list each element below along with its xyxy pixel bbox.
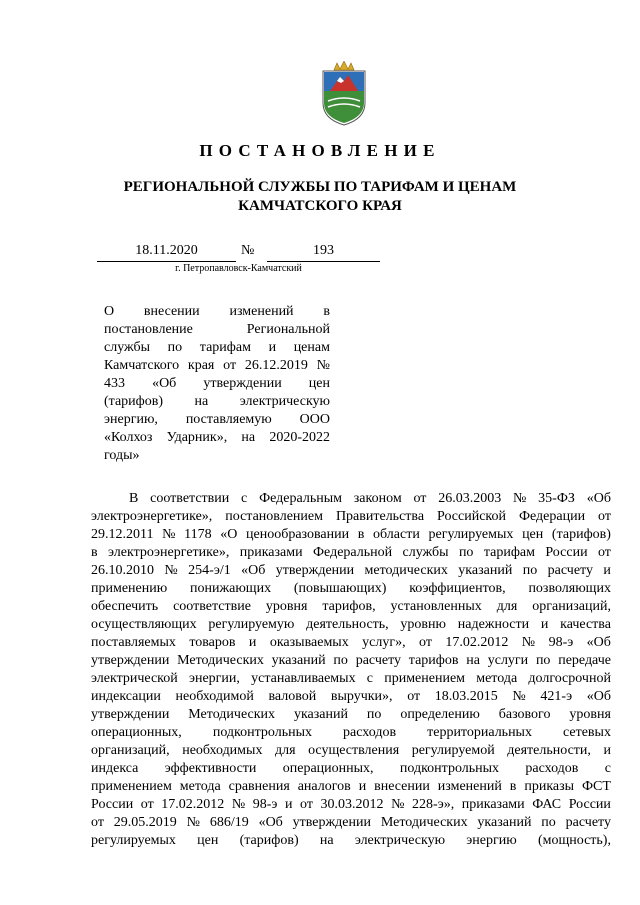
word: «Об (586, 689, 611, 704)
word: позволяющих (528, 581, 611, 596)
word: товаров (189, 635, 236, 650)
word: 26.12.2019 (244, 358, 308, 373)
word: эффективности (164, 761, 257, 776)
word: соответствии (150, 491, 230, 506)
word: индексации (91, 689, 161, 704)
word: передаче (558, 653, 611, 668)
word: по (366, 707, 382, 722)
word: «Колхоз (104, 430, 153, 445)
word: применением (384, 671, 466, 686)
word: метода (476, 671, 518, 686)
word: соответствие (173, 599, 251, 614)
subtitle-line: КАМЧАТСКОГО КРАЯ (238, 198, 402, 214)
body-line (91, 562, 611, 580)
word: № (521, 635, 536, 650)
word: уровня (569, 707, 611, 722)
word: в (323, 304, 330, 319)
word: качества (560, 617, 611, 632)
word: на (466, 653, 480, 668)
body-line (91, 652, 611, 670)
amendment-title-line (104, 447, 330, 465)
word: тарифам (199, 340, 251, 355)
kamchatka-coat-of-arms-icon (320, 61, 368, 127)
body-line (91, 778, 611, 796)
word: В (129, 491, 139, 506)
body-line (91, 706, 611, 724)
body-line (91, 508, 611, 526)
word: Ударник», (166, 430, 228, 445)
word: по (333, 653, 348, 668)
word: тарифов, (322, 599, 376, 614)
word: указаний (458, 563, 513, 578)
word: территориальных (427, 725, 532, 740)
word: Федеральной (312, 545, 393, 560)
word: «Об (241, 563, 266, 578)
document-date: 18.11.2020 (135, 243, 198, 258)
word: годы» (104, 448, 140, 463)
word: расходов (525, 761, 579, 776)
word: Федеральным (259, 491, 342, 506)
word: 29.05.2019 (113, 815, 177, 830)
word: регулируемых (428, 527, 514, 542)
word: утверждении (275, 563, 355, 578)
word: для (496, 599, 518, 614)
word: на (194, 394, 209, 409)
word: законом (353, 491, 402, 506)
word: услуги (487, 653, 529, 668)
word: тарифов (408, 653, 459, 668)
word: изменений (437, 779, 502, 794)
word: на (241, 430, 256, 445)
word: от (419, 635, 432, 650)
subtitle-line: РЕГИОНАЛЬНОЙ СЛУЖБЫ ПО ТАРИФАМ И ЦЕНАМ (123, 179, 517, 195)
word: цен (197, 833, 219, 848)
word: определению (400, 707, 480, 722)
word: уровня (265, 599, 308, 614)
word: метода (179, 779, 221, 794)
word: и (603, 563, 611, 578)
word: и (358, 779, 367, 794)
word: электроэнергетике», (91, 509, 213, 524)
word: регулируемую (208, 617, 295, 632)
body-line (91, 688, 611, 706)
word: Российской (437, 509, 506, 524)
word: осуществляющих (91, 617, 197, 632)
word: уровню (400, 617, 446, 632)
word: 254-э/1 (188, 563, 231, 578)
word: необходимой (175, 689, 254, 704)
word: области (373, 527, 420, 542)
word: по (535, 653, 551, 668)
word: Методических (188, 707, 276, 722)
word: (тарифов) (104, 394, 164, 409)
word: сетевых (563, 725, 611, 740)
word: от (223, 358, 237, 373)
word: 30.03.2012 (320, 797, 384, 812)
word: России (91, 797, 134, 812)
amendment-title (104, 303, 330, 465)
word: индекса (91, 761, 139, 776)
word: методических (364, 563, 448, 578)
word: для (274, 743, 296, 758)
word: № (164, 563, 178, 578)
word: утверждении (292, 815, 371, 830)
word: деятельность, (306, 617, 389, 632)
word: операционных, (282, 761, 374, 776)
word: «Об (152, 376, 177, 391)
body-line (91, 634, 611, 652)
word: услуг», (362, 635, 406, 650)
word: ценообразовании (246, 527, 350, 542)
word: Федерации (518, 509, 586, 524)
word: регулируемой (411, 743, 495, 758)
word: внесении (143, 304, 200, 319)
word: подконтрольных (212, 725, 312, 740)
word: расчету (547, 563, 593, 578)
word: осуществления (308, 743, 400, 758)
document-city: г. Петропавловск-Камчатский (175, 263, 302, 274)
word: приказы (524, 779, 575, 794)
word: (мощность), (537, 833, 611, 848)
word: указаний (477, 815, 532, 830)
word: 98-э (548, 635, 574, 650)
word: цен (522, 527, 544, 542)
word: деятельности, (507, 743, 591, 758)
word: расчету (355, 653, 402, 668)
word: № (186, 815, 200, 830)
word: Региональной (246, 322, 330, 337)
word: обеспечить (91, 599, 159, 614)
word: от (598, 509, 611, 524)
word: № (513, 491, 527, 506)
word: надежности (457, 617, 530, 632)
word: 18.03.2015 (434, 689, 498, 704)
word: «Об (258, 815, 283, 830)
word: 98-э (252, 797, 278, 812)
word: № (316, 358, 330, 373)
word: «Об (586, 635, 611, 650)
word: и (540, 617, 549, 632)
word: утверждении (203, 376, 282, 391)
word: и (248, 635, 257, 650)
word: 26.10.2010 (91, 563, 154, 578)
word: Правительства (335, 509, 425, 524)
amendment-title-line (104, 357, 330, 375)
word: поставляемых (91, 635, 176, 650)
word: края (187, 358, 215, 373)
word: организаций, (532, 599, 611, 614)
word: с (241, 491, 248, 506)
word: в (509, 779, 517, 794)
word: № (162, 527, 176, 542)
body-line (91, 760, 611, 778)
word: применением (91, 779, 172, 794)
body-line (91, 724, 611, 742)
word: расчету (565, 815, 611, 830)
amendment-title-line (104, 393, 330, 411)
word: на (319, 833, 334, 848)
word: электрическую (354, 833, 446, 848)
word: № (231, 797, 246, 812)
word: необходимых (182, 743, 263, 758)
word: регулируемых (91, 833, 176, 848)
body-line (91, 796, 611, 814)
word: 686/19 (209, 815, 249, 830)
word: электрической (91, 671, 178, 686)
word: постановление (104, 322, 193, 337)
word: от (597, 545, 611, 560)
word: применению (91, 581, 168, 596)
word: по (167, 340, 183, 355)
word: от (140, 797, 154, 812)
body-line (91, 490, 611, 508)
word: 228-э», (412, 797, 455, 812)
word: 421-э (540, 689, 573, 704)
word: сравнения (228, 779, 290, 794)
word: долгосрочной (528, 671, 611, 686)
word: 17.02.2012 (161, 797, 225, 812)
word: организаций, (91, 743, 170, 758)
word: от (407, 689, 421, 704)
word: операционных, (91, 725, 182, 740)
word: по (458, 545, 474, 560)
word: приказами (239, 545, 303, 560)
word: аналогов (297, 779, 351, 794)
word: и (603, 743, 611, 758)
word: расходов (343, 725, 397, 740)
word: тарифам (483, 545, 535, 560)
word: ценам (293, 340, 330, 355)
word: Методических (380, 815, 468, 830)
word: Камчатского (104, 358, 180, 373)
word: изменений (229, 304, 294, 319)
number-sign: № (241, 243, 255, 258)
body-line (91, 580, 611, 598)
word: валовой (268, 689, 317, 704)
word: службы (104, 340, 151, 355)
word: О (104, 304, 115, 319)
word: устанавливаемых (251, 671, 356, 686)
word: по (522, 563, 538, 578)
word: ФСТ (582, 779, 611, 794)
word: электроэнергетике», (108, 545, 230, 560)
word: 26.03.2003 (438, 491, 502, 506)
amendment-title-line (104, 411, 330, 429)
word: с (604, 761, 611, 776)
amendment-title-line (104, 303, 330, 321)
word: и (268, 340, 277, 355)
word: Методических (177, 653, 264, 668)
date-underline (97, 261, 236, 262)
body-line (91, 616, 611, 634)
body-line (91, 544, 611, 562)
amendment-title-line (104, 375, 330, 393)
word: ООО (299, 412, 330, 427)
word: и (284, 797, 293, 812)
word: внесении (374, 779, 430, 794)
word: утверждении (91, 707, 170, 722)
word: (тарифов) (551, 527, 611, 542)
word: базового (498, 707, 551, 722)
word: приказами (461, 797, 525, 812)
word: по (541, 815, 556, 830)
document-subtitle (0, 178, 640, 216)
word: России (545, 545, 588, 560)
word: энергию, (104, 412, 158, 427)
word: России (568, 797, 611, 812)
word: (повышающих) (293, 581, 387, 596)
word: постановлением (225, 509, 323, 524)
word: коэффициентов, (409, 581, 506, 596)
word: 2020-2022 (269, 430, 330, 445)
word: 35-ФЗ (538, 491, 575, 506)
word: оказываемых (269, 635, 349, 650)
word: электрическую (239, 394, 330, 409)
body-line (91, 598, 611, 616)
word: указаний (293, 707, 348, 722)
word: подконтрольных (399, 761, 500, 776)
word: 17.02.2012 (445, 635, 509, 650)
word: в (91, 545, 98, 560)
word: указаний (271, 653, 326, 668)
body-line (91, 742, 611, 760)
word: установленных (390, 599, 482, 614)
document-title: ПОСТАНОВЛЕНИЕ (199, 141, 441, 160)
amendment-title-line (104, 321, 330, 339)
body-line (91, 670, 611, 688)
document-number: 193 (313, 243, 334, 258)
word: в (357, 527, 365, 542)
word: от (300, 797, 313, 812)
word: «Об (586, 491, 611, 506)
word: службы (402, 545, 449, 560)
word: ФАС (532, 797, 562, 812)
word: выручки», (330, 689, 393, 704)
word: цен (308, 376, 330, 391)
word: № (391, 797, 405, 812)
word: энергию (466, 833, 517, 848)
body-line (91, 814, 611, 832)
word: 433 (104, 376, 125, 391)
amendment-title-line (104, 429, 330, 447)
word: 29.12.2011 (91, 527, 154, 542)
word: «О (220, 527, 238, 542)
word: от (413, 491, 427, 506)
number-underline (267, 261, 380, 262)
word: № (512, 689, 526, 704)
body-line (91, 526, 611, 544)
amendment-title-line (104, 339, 330, 357)
word: (тарифов) (239, 833, 299, 848)
body-line (91, 832, 611, 850)
word: от (91, 815, 104, 830)
body-text (91, 490, 611, 850)
word: поставляемую (185, 412, 272, 427)
word: с (366, 671, 373, 686)
word: понижающих (189, 581, 272, 596)
word: 1178 (184, 527, 212, 542)
word: утверждении (91, 653, 170, 668)
word: энергии, (188, 671, 240, 686)
